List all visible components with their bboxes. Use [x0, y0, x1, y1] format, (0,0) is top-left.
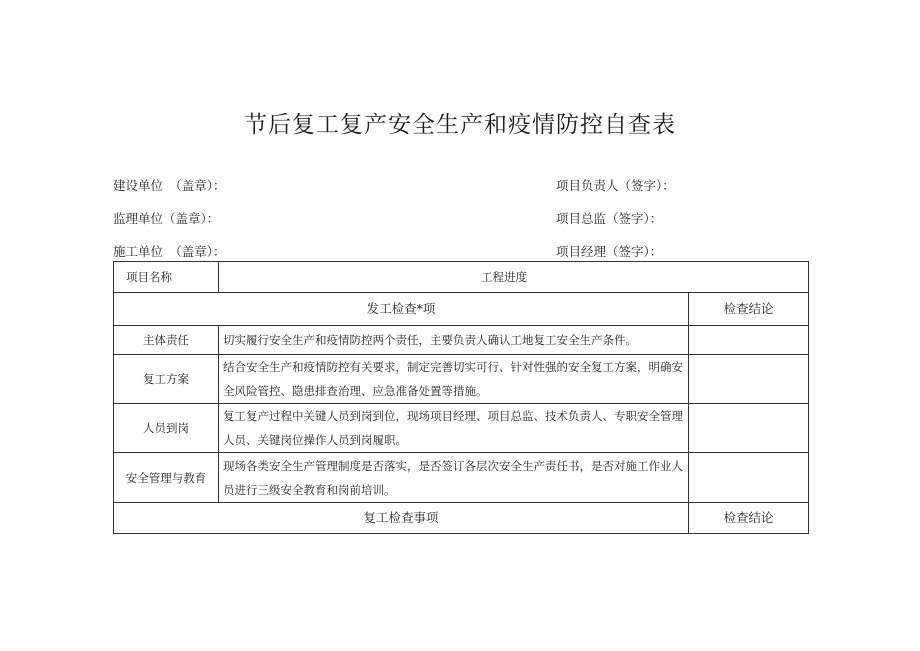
check-item-name: 人员到岗: [114, 404, 219, 453]
check-item-desc: 复工复产过程中关键人员到岗到位，现场项目经理、项目总监、技术负责人、专职安全管理人员、关键岗位操作人员到岗履职。: [219, 404, 689, 453]
check-conclusion-cell[interactable]: [689, 326, 809, 355]
check-item-desc: 切实履行安全生产和疫情防控两个责任，主要负责人确认工地复工安全生产条件。: [219, 326, 689, 355]
table-row: [114, 326, 809, 355]
check-item-name: 安全管理与教育: [114, 453, 219, 503]
check-conclusion-cell[interactable]: [689, 453, 809, 503]
self-inspection-table: [113, 261, 809, 534]
section1-header-row: [114, 293, 809, 326]
construction-unit-label: 施工单位 （盖章）：: [113, 244, 226, 259]
check-conclusion-cell[interactable]: [689, 355, 809, 404]
table-row: [114, 453, 809, 503]
project-leader-label: 项目负责人（签字）：: [556, 178, 675, 193]
section1-header: 发工检查*项: [114, 293, 689, 326]
project-name-label: 项目名称: [114, 262, 219, 293]
project-manager-label: 项目经理（签字）：: [556, 244, 663, 259]
page-title: 节后复工复产安全生产和疫情防控自查表: [244, 112, 676, 138]
table-row: [114, 355, 809, 404]
section2-header: 复工检查事项: [114, 503, 689, 534]
chief-supervisor-label: 项目总监（签字）：: [556, 211, 663, 226]
check-item-name: 主体责任: [114, 326, 219, 355]
build-unit-label: 建设单位 （盖章）：: [113, 178, 226, 193]
check-conclusion-cell[interactable]: [689, 404, 809, 453]
supervision-unit-label: 监理单位（盖章）：: [113, 211, 220, 226]
table-row: [114, 404, 809, 453]
check-item-name: 复工方案: [114, 355, 219, 404]
progress-label: 工程进度: [219, 262, 809, 293]
conclusion-header: 检查结论: [689, 293, 809, 326]
check-item-desc: 结合安全生产和疫情防控有关要求，制定完善切实可行、针对性强的安全复工方案，明确安全风险管控、隐患排查治理、应急准备处置等措施。: [219, 355, 689, 404]
section2-header-row: [114, 503, 809, 534]
check-item-desc: 现场各类安全生产管理制度是否落实，是否签订各层次安全生产责任书，是否对施工作业人员进行三级安全教育和岗前培训。: [219, 453, 689, 503]
conclusion-header-2: 检查结论: [689, 503, 809, 534]
project-info-row: [114, 262, 809, 293]
